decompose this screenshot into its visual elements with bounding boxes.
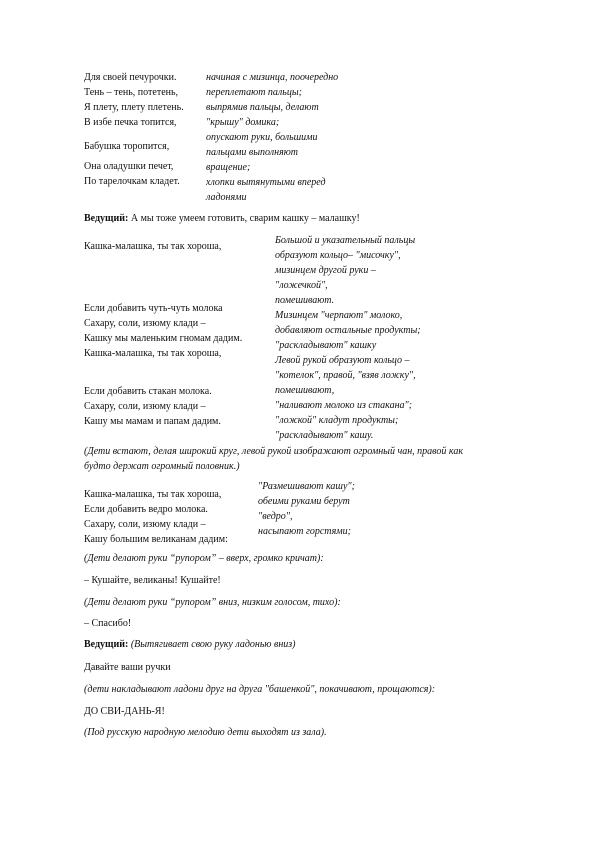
instruction-line: опускают руки, большими: [206, 132, 318, 143]
instruction-line: образуют кольцо– "мисочку",: [275, 250, 401, 261]
verse-line: Сахару, соли, изюму клади –: [84, 519, 206, 530]
instruction-line: хлопки вытянутыми вперед: [206, 177, 326, 188]
instruction-line: обеими руками берут: [258, 496, 350, 507]
verse-line: Кашка-малашка, ты так хороша,: [84, 489, 222, 500]
verse-line: Сахару, соли, изюму клади –: [84, 318, 206, 329]
verse-line: Кашу мы мамам и папам дадим.: [84, 416, 221, 427]
instruction-line: помешивают.: [275, 295, 335, 306]
instruction-line: выпрямив пальцы, делают: [206, 102, 319, 113]
instruction-line: насыпают горстями;: [258, 526, 351, 537]
instruction-line: ладонями: [206, 192, 247, 203]
verse-line: Для своей печурочки.: [84, 72, 177, 83]
verse-line: Кашку мы маленьким гномам дадим.: [84, 333, 243, 344]
instruction-line: "раскладывают" кашу.: [275, 430, 374, 441]
stage-direction: будто держат огромный половник.): [84, 461, 240, 472]
stage-direction: (Под русскую народную мелодию дети выходят из зала).: [84, 727, 327, 738]
speaker-label: Ведущий:: [84, 639, 129, 650]
stage-direction: (Дети делают руки “рупором” – вверх, громко кричат):: [84, 553, 324, 564]
instruction-line: пальцами выполняют: [206, 147, 299, 158]
instruction-line: переплетают пальцы;: [206, 87, 302, 98]
stage-direction: (Дети встают, делая широкий круг, левой рукой изображают огромный чан, правой как: [84, 446, 463, 457]
verse-line: По тарелочкам кладет.: [84, 176, 180, 187]
instruction-line: "ложечкой",: [275, 280, 328, 291]
verse-line: Если добавить ведро молока.: [84, 504, 208, 515]
verse-line: Кашу большим великанам дадим:: [84, 534, 228, 545]
verse-line: Если добавить чуть-чуть молока: [84, 303, 223, 314]
instruction-line: "раскладывают" кашку: [275, 340, 377, 351]
instruction-line: добавляют остальные продукты;: [275, 325, 421, 336]
instruction-line: мизинцем другой руки –: [275, 265, 376, 276]
instruction-line: "котелок", правой, "взяв ложку",: [275, 370, 416, 381]
speech-line: – Кушайте, великаны! Кушайте!: [84, 575, 221, 586]
speech-line: ДО СВИ-ДАНЬ-Я!: [84, 706, 165, 717]
host-line: [84, 638, 296, 651]
host-text: А мы тоже умеем готовить, сварим кашку – малашку!: [128, 213, 360, 224]
instruction-line: начиная с мизинца, поочередно: [206, 72, 339, 83]
instruction-line: Мизинцем "черпают" молоко,: [275, 310, 403, 321]
instruction-line: вращение;: [206, 162, 251, 173]
speech-line: – Спасибо!: [84, 618, 132, 629]
speech-line: Давайте ваши ручки: [84, 662, 171, 673]
host-line: [84, 212, 360, 225]
verse-line: Она оладушки печет,: [84, 161, 174, 172]
instruction-line: "ведро",: [258, 511, 293, 522]
speaker-label: Ведущий:: [84, 213, 129, 224]
stage-direction: (Дети делают руки “рупором” вниз, низким голосом, тихо):: [84, 597, 341, 608]
instruction-line: Большой и указательный пальцы: [275, 235, 416, 246]
verse-line: Если добавить стакан молока.: [84, 386, 212, 397]
instruction-line: "крышу" домика;: [206, 117, 280, 128]
verse-line: В избе печка топится,: [84, 117, 177, 128]
verse-line: Кашка-малашка, ты так хороша,: [84, 348, 222, 359]
verse-line: Кашка-малашка, ты так хороша,: [84, 241, 222, 252]
verse-line: Тень – тень, потетень,: [84, 87, 179, 98]
verse-line: Бабушка торопится,: [84, 141, 170, 152]
instruction-line: "Размешивают кашу";: [258, 481, 355, 492]
host-text: (Вытягивает свою руку ладонью вниз): [128, 639, 296, 650]
instruction-line: "наливают молоко из стакана";: [275, 400, 413, 411]
instruction-line: помешивают,: [275, 385, 335, 396]
instruction-line: "ложкой" кладут продукты;: [275, 415, 399, 426]
stage-direction: (дети накладывают ладони друг на друга "башенкой", покачивают, прощаются):: [84, 684, 436, 695]
verse-line: Я плету, плету плетень.: [84, 102, 184, 113]
verse-line: Сахару, соли, изюму клади –: [84, 401, 206, 412]
instruction-line: Левой рукой образуют кольцо –: [275, 355, 410, 366]
